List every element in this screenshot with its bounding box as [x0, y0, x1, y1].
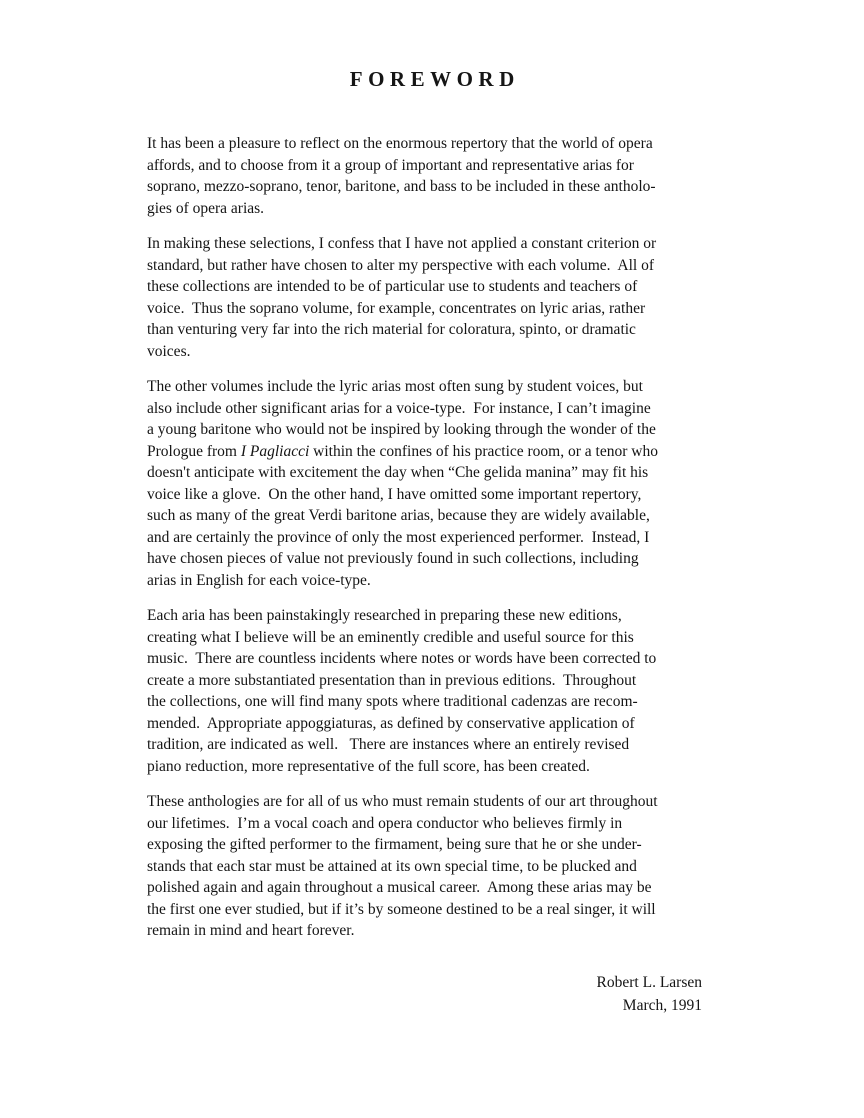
text-line: our lifetimes. I’m a vocal coach and opera conductor who believes firmly in: [147, 814, 623, 832]
text-line: these collections are intended to be of particular use to students and teachers of: [147, 278, 638, 295]
text-line: voice like a glove. On the other hand, I have omitted some important repertory,: [147, 485, 642, 503]
text-line: mended. Appropriate appoggiaturas, as defined by conservative application of: [147, 714, 635, 732]
text-line: music. There are countless incidents where notes or words have been corrected to: [147, 650, 657, 667]
text-segment: Prologue from: [147, 442, 241, 460]
paragraph-2: [147, 233, 727, 362]
text-line: doesn't anticipate with excitement the day when “Che gelida manina” may fit his: [147, 464, 649, 481]
text-line: standard, but rather have chosen to alter my perspective with each volume. All of: [147, 256, 655, 274]
text-line: exposing the gifted performer to the firmament, being sure that he or she under-: [147, 836, 642, 853]
text-line-with-italic: [147, 441, 727, 463]
body-text: [147, 133, 727, 956]
text-line: These anthologies are for all of us who must remain students of our art throughout: [147, 793, 658, 810]
text-line: The other volumes include the lyric arias most often sung by student voices, but: [147, 378, 643, 395]
text-line: tradition, are indicated as well. There are instances where an entirely revised: [147, 736, 630, 753]
text-line: than venturing very far into the rich material for coloratura, spinto, or dramatic: [147, 321, 636, 338]
text-line: Each aria has been painstakingly researched in preparing these new editions,: [147, 607, 622, 624]
opera-title-italic: I Pagliacci: [240, 442, 310, 460]
text-line: voice. Thus the soprano volume, for example, concentrates on lyric arias, rather: [147, 299, 646, 317]
text-line: affords, and to choose from it a group of important and representative arias for: [147, 156, 634, 174]
text-line: remain in mind and heart forever.: [147, 922, 355, 939]
paragraph-3: [147, 376, 727, 591]
text-line: a young baritone who would not be inspired by looking through the wonder of the: [147, 421, 656, 438]
text-line: have chosen pieces of value not previously found in such collections, including: [147, 550, 639, 567]
text-segment: within the confines of his practice room, or a tenor who: [309, 442, 658, 460]
text-line: and are certainly the province of only the most experienced performer. Instead, I: [147, 528, 650, 546]
text-line: also include other significant arias for a voice-type. For instance, I can’t imagine: [147, 399, 651, 417]
text-line: such as many of the great Verdi baritone arias, because they are widely available,: [147, 507, 650, 524]
paragraph-5: [147, 791, 727, 942]
signature-block: [597, 971, 702, 1017]
text-line: In making these selections, I confess that I have not applied a constant criterion or: [147, 235, 657, 252]
text-line: gies of opera arias.: [147, 199, 265, 217]
text-line: stands that each star must be attained at its own special time, to be plucked and: [147, 857, 637, 875]
text-line: creating what I believe will be an eminently credible and useful source for this: [147, 628, 634, 646]
signature-date: March, 1991: [622, 997, 702, 1014]
text-line: piano reduction, more representative of the full score, has been created.: [147, 757, 590, 775]
text-line: It has been a pleasure to reflect on the enormous repertory that the world of opera: [147, 135, 653, 152]
text-line: the collections, one will find many spots where traditional cadenzas are recom-: [147, 693, 638, 710]
text-line: polished again and again throughout a musical career. Among these arias may be: [147, 879, 652, 896]
text-line: create a more substantiated presentation than in previous editions. Throughout: [147, 671, 637, 689]
page-title: FOREWORD: [349, 67, 520, 91]
text-line: voices.: [147, 342, 191, 360]
paragraph-4: [147, 605, 727, 777]
paragraph-1: [147, 133, 727, 219]
text-line: soprano, mezzo-soprano, tenor, baritone, and bass to be included in these antholo-: [147, 178, 656, 195]
signature-name: Robert L. Larsen: [596, 974, 702, 991]
text-line: the first one ever studied, but if it’s by someone destined to be a real singer, it will: [147, 900, 656, 918]
text-line: arias in English for each voice-type.: [147, 571, 371, 589]
